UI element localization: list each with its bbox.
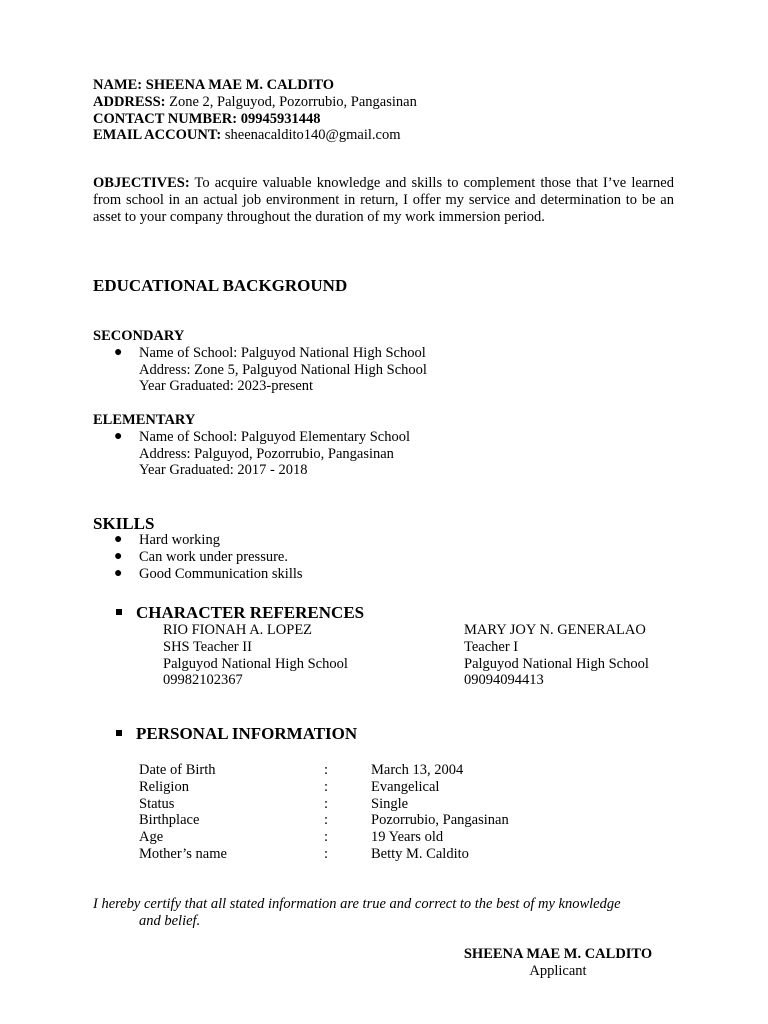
skills-heading: SKILLS <box>93 514 155 533</box>
bullet-icon: ● <box>114 344 123 360</box>
name-line <box>93 77 693 94</box>
list-item <box>93 549 693 566</box>
email-value: sheenacaldito140@gmail.com <box>224 127 401 144</box>
applicant-name: SHEENA MAE M. CALDITO <box>145 77 335 93</box>
certification-statement <box>93 896 693 930</box>
info-label: Age <box>139 829 164 846</box>
references-title: CHARACTER REFERENCES <box>136 603 365 622</box>
signature-block <box>440 946 676 980</box>
references-heading <box>116 603 716 623</box>
address-line <box>93 94 693 111</box>
certification-line-2: and belief. <box>139 912 201 929</box>
elementary-address: Address: Palguyod, Pozorrubio, Pangasinan <box>139 445 394 462</box>
education-heading: EDUCATIONAL BACKGROUND <box>93 276 348 295</box>
info-separator: : <box>324 829 329 846</box>
info-separator: : <box>324 845 329 862</box>
objectives-text: To acquire valuable knowledge and skills to complement those that I’ve learned from school in an actual job environment in return, I offer my service and determination to be an asset to your company throughout the duration of my work immersion period. <box>93 175 674 225</box>
certification-line-1: I hereby certify that all stated information are true and correct to the best of my knowledge <box>93 896 621 912</box>
address-value: Zone 2, Palguyod, Pozorrubio, Pangasinan <box>169 93 417 110</box>
contact-number-label: CONTACT NUMBER: <box>93 110 238 127</box>
list-item <box>93 532 693 549</box>
signature-role: Applicant <box>529 962 587 979</box>
info-value: 19 Years old <box>371 829 444 846</box>
secondary-section <box>93 328 693 395</box>
reference-name: MARY JOY N. GENERALAO <box>464 622 646 638</box>
list-item <box>93 345 693 395</box>
reference-position: SHS Teacher II <box>163 638 252 655</box>
secondary-heading: SECONDARY <box>93 328 185 344</box>
address-label: ADDRESS: <box>93 93 166 110</box>
elementary-heading: ELEMENTARY <box>93 412 196 428</box>
info-value: Single <box>371 795 409 812</box>
info-value: March 13, 2004 <box>371 762 464 778</box>
info-separator: : <box>324 795 329 812</box>
info-label: Birthplace <box>139 812 200 829</box>
info-label: Religion <box>139 778 189 795</box>
secondary-year: Year Graduated: 2023-present <box>139 378 314 395</box>
email-label: EMAIL ACCOUNT: <box>93 127 222 144</box>
contact-block <box>93 77 693 144</box>
info-separator: : <box>324 762 329 778</box>
elementary-section <box>93 412 693 479</box>
elementary-school: Name of School: Palguyod Elementary School <box>139 428 411 445</box>
reference-school: Palguyod National High School <box>464 655 649 672</box>
name-label: NAME: <box>93 77 143 93</box>
list-item <box>93 566 693 583</box>
objectives-paragraph <box>93 175 674 225</box>
info-label: Status <box>139 795 175 812</box>
reference-phone: 09094094413 <box>464 672 544 689</box>
reference-school: Palguyod National High School <box>163 655 348 672</box>
info-label: Date of Birth <box>139 762 216 778</box>
elementary-list <box>93 429 693 479</box>
skill-item: Can work under pressure. <box>139 548 288 565</box>
square-bullet-icon <box>116 609 122 615</box>
info-label: Mother’s name <box>139 845 227 862</box>
email-line <box>93 127 693 144</box>
bullet-icon: ● <box>114 428 123 444</box>
personal-info-heading <box>116 724 716 744</box>
reference-name: RIO FIONAH A. LOPEZ <box>163 622 313 638</box>
personal-info-title: PERSONAL INFORMATION <box>136 724 358 743</box>
secondary-address: Address: Zone 5, Palguyod National High School <box>139 361 427 378</box>
skill-item: Good Communication skills <box>139 565 303 582</box>
skills-list <box>93 532 693 582</box>
info-separator: : <box>324 812 329 829</box>
secondary-list <box>93 345 693 395</box>
info-value: Evangelical <box>371 778 440 795</box>
skill-item: Hard working <box>139 532 220 548</box>
bullet-icon: ● <box>114 548 123 564</box>
info-value: Pozorrubio, Pangasinan <box>371 812 509 829</box>
list-item <box>93 429 693 479</box>
reference-position: Teacher I <box>464 638 519 655</box>
reference-phone: 09982102367 <box>163 672 243 689</box>
info-value: Betty M. Caldito <box>371 845 469 862</box>
contact-number-value: 09945931448 <box>240 110 321 127</box>
skills-section <box>93 532 693 582</box>
bullet-icon: ● <box>114 565 123 581</box>
bullet-icon: ● <box>114 532 123 547</box>
square-bullet-icon <box>116 730 122 736</box>
signature-name: SHEENA MAE M. CALDITO <box>463 946 653 962</box>
reference-card <box>464 622 724 689</box>
objectives-label: OBJECTIVES: <box>93 175 190 191</box>
elementary-year: Year Graduated: 2017 - 2018 <box>139 462 308 479</box>
contact-number-line <box>93 111 693 128</box>
info-separator: : <box>324 778 329 795</box>
secondary-school: Name of School: Palguyod National High School <box>139 344 426 361</box>
reference-card <box>163 622 423 689</box>
